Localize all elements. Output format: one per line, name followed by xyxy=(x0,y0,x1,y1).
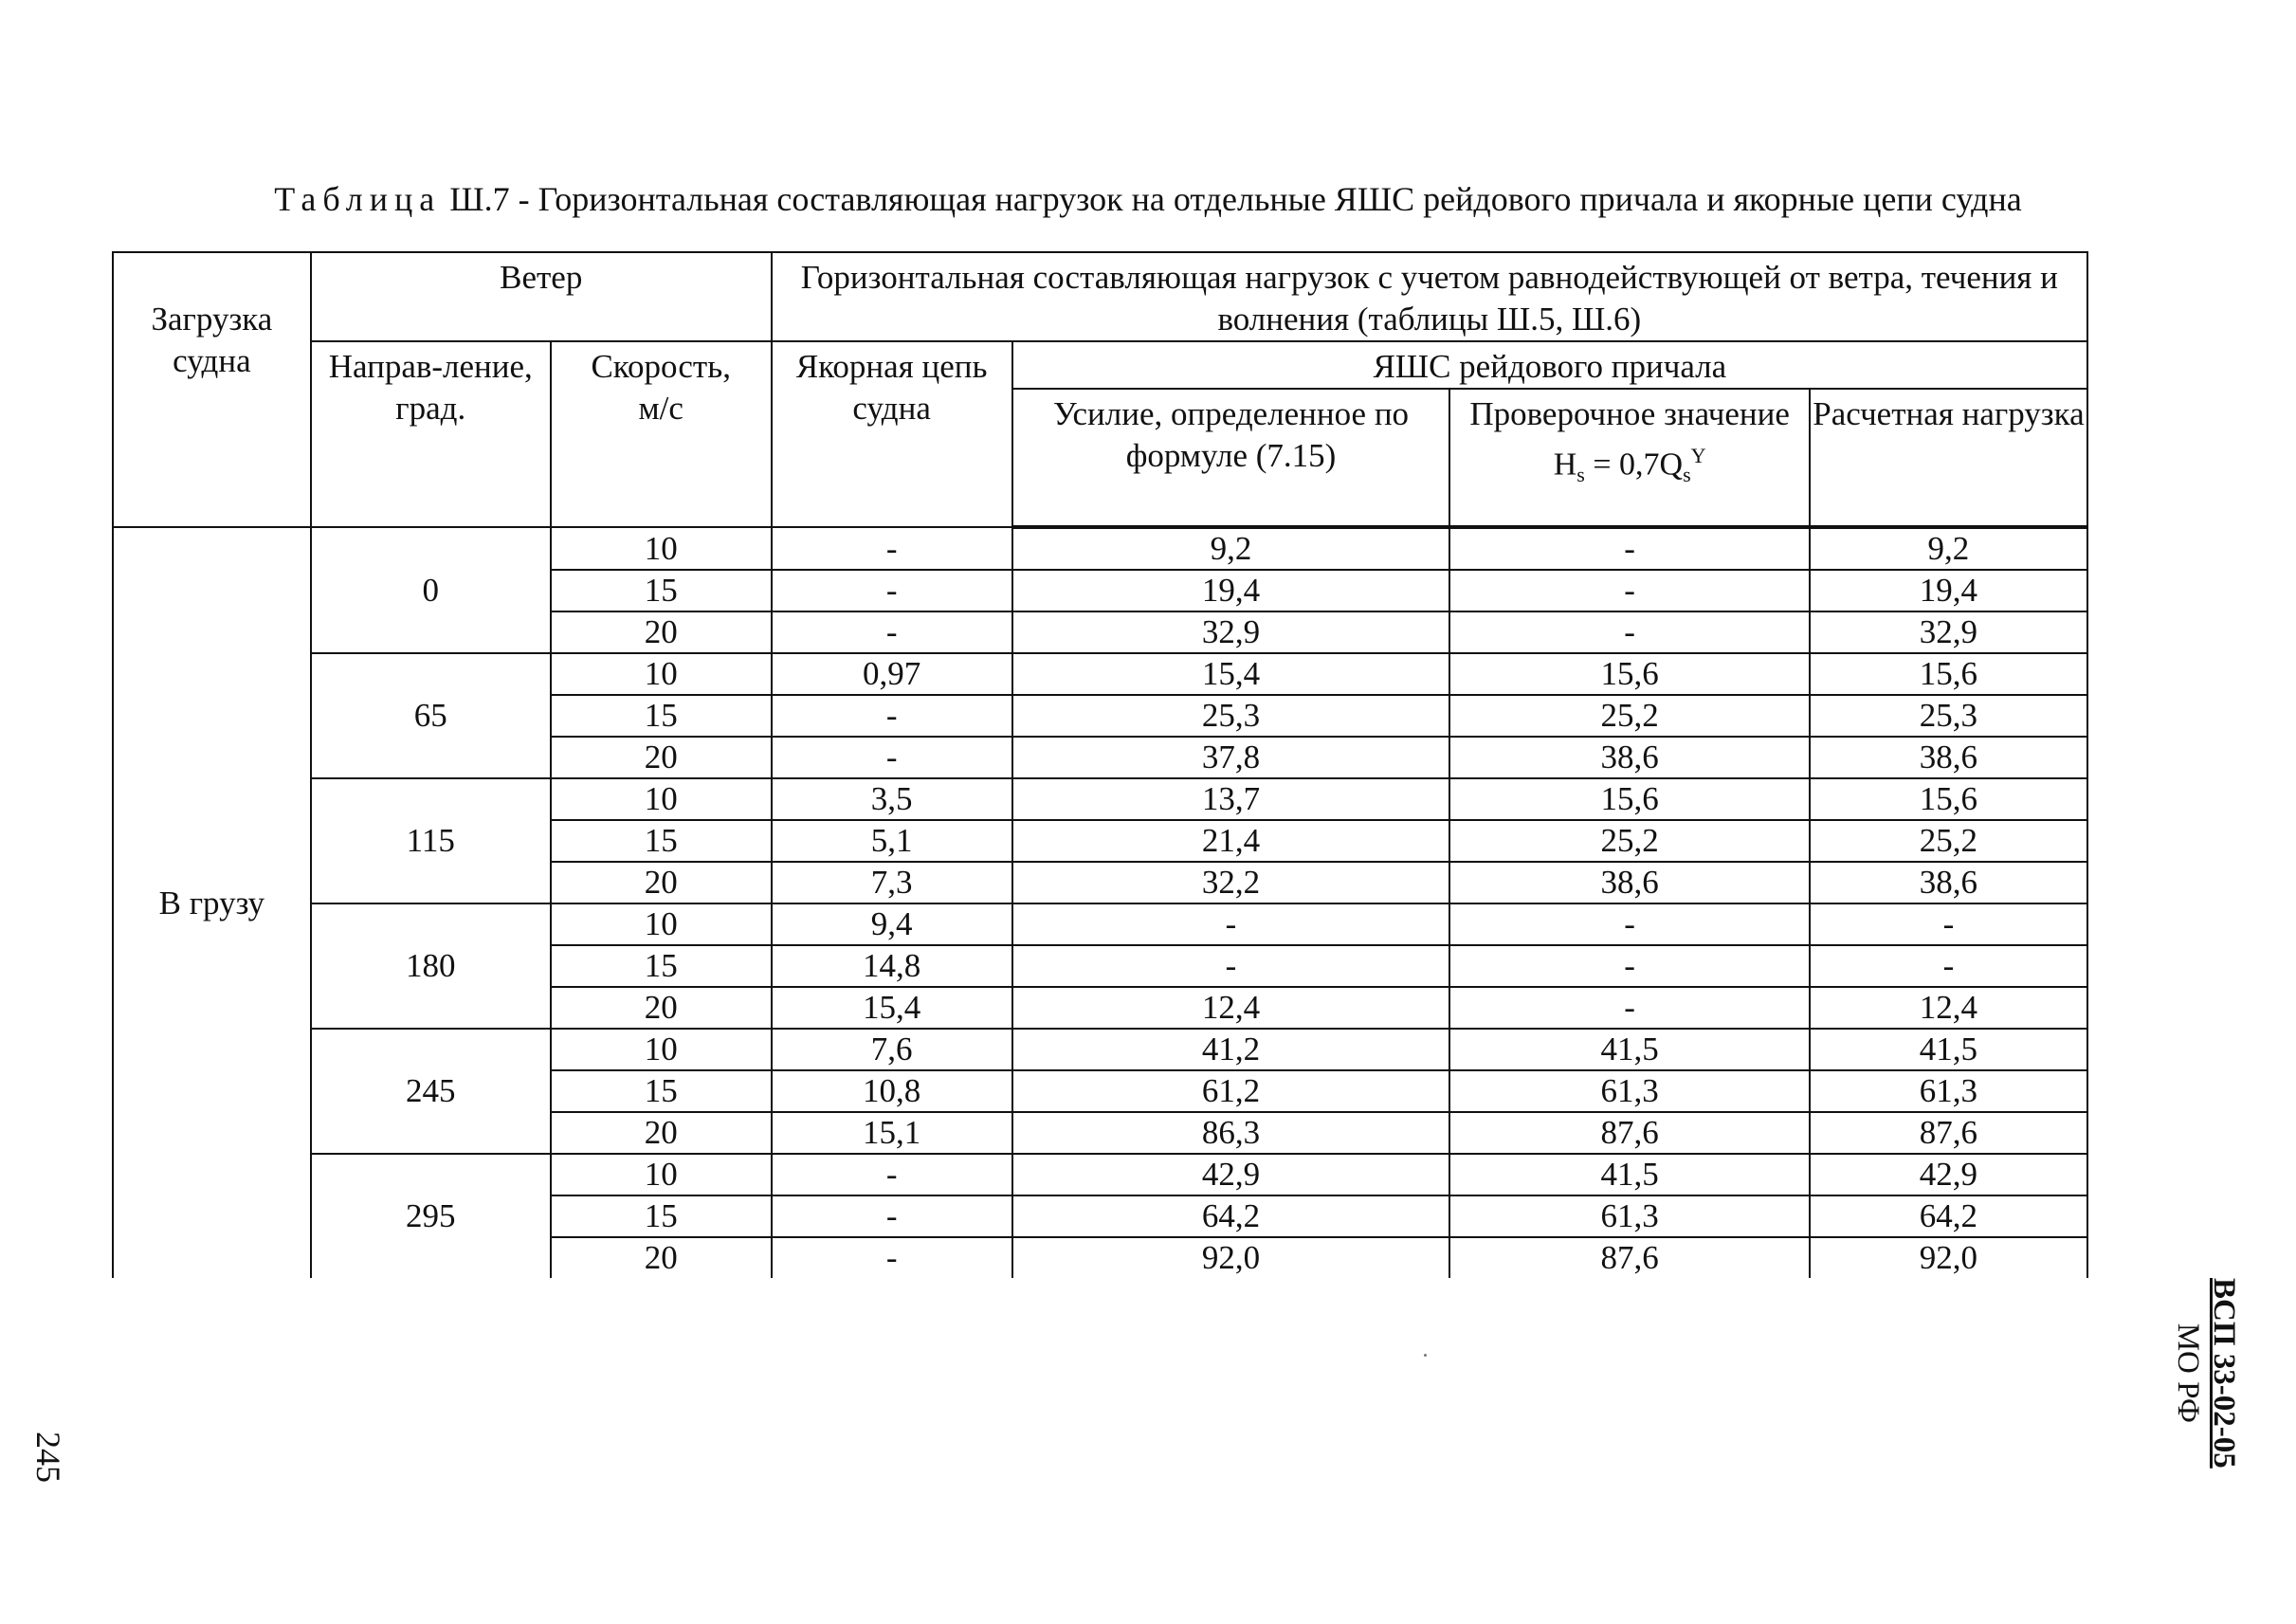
table-body xyxy=(113,527,2087,1278)
force-cell: 32,9 xyxy=(1012,611,1450,653)
force-cell: 37,8 xyxy=(1012,737,1450,778)
check-formula: $H_s = 0,7Q_s^Y$ xyxy=(1553,444,1706,487)
force-cell: 12,4 xyxy=(1012,987,1450,1029)
design-cell: 92,0 xyxy=(1810,1237,2087,1278)
design-cell: - xyxy=(1810,903,2087,945)
design-cell: 19,4 xyxy=(1810,570,2087,611)
force-cell: 15,4 xyxy=(1012,653,1450,695)
header-horizontal: Горизонтальная составляющая нагрузок с учетом равнодействующей от ветра, течения и волнения (таблицы Ш.5, Ш.6) xyxy=(772,252,2087,341)
table-row xyxy=(113,903,2087,945)
check-cell: 61,3 xyxy=(1449,1195,1809,1237)
design-cell: 12,4 xyxy=(1810,987,2087,1029)
header-direction-label: Направ-ление, xyxy=(328,348,533,385)
design-cell: 15,6 xyxy=(1810,778,2087,820)
speed-cell: 20 xyxy=(551,987,772,1029)
speed-cell: 20 xyxy=(551,737,772,778)
header-speed-label: Скорость, xyxy=(591,348,731,385)
design-cell: 87,6 xyxy=(1810,1112,2087,1154)
header-direction-unit: град. xyxy=(395,390,466,427)
table-caption xyxy=(0,178,2296,220)
direction-cell: 65 xyxy=(311,653,551,778)
chain-cell: - xyxy=(772,611,1012,653)
doc-code-org: МО РФ xyxy=(2171,1323,2205,1424)
table-row xyxy=(113,778,2087,820)
chain-cell: 7,6 xyxy=(772,1029,1012,1070)
speed-cell: 15 xyxy=(551,1070,772,1112)
check-cell: - xyxy=(1449,945,1809,987)
chain-cell: - xyxy=(772,1154,1012,1195)
table-row xyxy=(113,653,2087,695)
caption-number: Ш.7 - xyxy=(441,180,538,218)
header-speed-unit: м/с xyxy=(638,390,683,427)
speed-cell: 15 xyxy=(551,570,772,611)
force-cell: 42,9 xyxy=(1012,1154,1450,1195)
design-cell: 9,2 xyxy=(1810,527,2087,570)
doc-code xyxy=(2170,1278,2242,1469)
direction-cell: 245 xyxy=(311,1029,551,1154)
table-row xyxy=(113,1154,2087,1195)
design-cell: 61,3 xyxy=(1810,1070,2087,1112)
chain-cell: 15,1 xyxy=(772,1112,1012,1154)
speed-cell: 10 xyxy=(551,653,772,695)
doc-code-number: ВСП 33-02-05 xyxy=(2207,1278,2241,1469)
header-anchor-chain: Якорная цепь судна xyxy=(772,341,1012,527)
design-cell: 38,6 xyxy=(1810,862,2087,903)
speed-cell: 15 xyxy=(551,1195,772,1237)
header-yashs: ЯШС рейдового причала xyxy=(1012,341,2087,389)
speed-cell: 15 xyxy=(551,945,772,987)
check-cell: 15,6 xyxy=(1449,653,1809,695)
load-table xyxy=(112,251,2088,1278)
chain-cell: 7,3 xyxy=(772,862,1012,903)
speed-cell: 15 xyxy=(551,695,772,737)
speed-cell: 20 xyxy=(551,1112,772,1154)
force-cell: 64,2 xyxy=(1012,1195,1450,1237)
force-cell: 25,3 xyxy=(1012,695,1450,737)
speed-cell: 10 xyxy=(551,1029,772,1070)
check-cell: - xyxy=(1449,570,1809,611)
force-cell: 21,4 xyxy=(1012,820,1450,862)
speed-cell: 20 xyxy=(551,611,772,653)
header-check xyxy=(1449,389,1809,527)
speed-cell: 15 xyxy=(551,820,772,862)
table-row xyxy=(113,1029,2087,1070)
scan-dot xyxy=(1424,1354,1427,1357)
table-header xyxy=(113,252,2087,527)
design-cell: 41,5 xyxy=(1810,1029,2087,1070)
design-cell: 38,6 xyxy=(1810,737,2087,778)
force-cell: - xyxy=(1012,903,1450,945)
check-cell: - xyxy=(1449,527,1809,570)
speed-cell: 10 xyxy=(551,903,772,945)
chain-cell: - xyxy=(772,527,1012,570)
speed-cell: 10 xyxy=(551,1154,772,1195)
check-cell: 38,6 xyxy=(1449,862,1809,903)
check-cell: - xyxy=(1449,987,1809,1029)
header-check-label: Проверочное значение xyxy=(1469,395,1790,432)
header-wind: Ветер xyxy=(311,252,772,341)
chain-cell: 5,1 xyxy=(772,820,1012,862)
chain-cell: 14,8 xyxy=(772,945,1012,987)
force-cell: 92,0 xyxy=(1012,1237,1450,1278)
caption-prefix: Таблица xyxy=(274,180,442,218)
check-cell: 41,5 xyxy=(1449,1154,1809,1195)
chain-cell: - xyxy=(772,737,1012,778)
design-cell: 64,2 xyxy=(1810,1195,2087,1237)
header-speed xyxy=(551,341,772,527)
direction-cell: 115 xyxy=(311,778,551,903)
chain-cell: - xyxy=(772,695,1012,737)
check-cell: 38,6 xyxy=(1449,737,1809,778)
force-cell: 41,2 xyxy=(1012,1029,1450,1070)
caption-text: Горизонтальная составляющая нагрузок на отдельные ЯШС рейдового причала и якорные цепи судна xyxy=(538,180,2022,218)
check-cell: 25,2 xyxy=(1449,695,1809,737)
load-cell: В грузу xyxy=(113,527,311,1278)
design-cell: 42,9 xyxy=(1810,1154,2087,1195)
chain-cell: 9,4 xyxy=(772,903,1012,945)
design-cell: 25,3 xyxy=(1810,695,2087,737)
page-number: 245 xyxy=(29,1432,67,1483)
force-cell: - xyxy=(1012,945,1450,987)
check-cell: - xyxy=(1449,903,1809,945)
chain-cell: 0,97 xyxy=(772,653,1012,695)
direction-cell: 180 xyxy=(311,903,551,1029)
speed-cell: 10 xyxy=(551,778,772,820)
chain-cell: - xyxy=(772,570,1012,611)
header-direction xyxy=(311,341,551,527)
force-cell: 86,3 xyxy=(1012,1112,1450,1154)
speed-cell: 10 xyxy=(551,527,772,570)
design-cell: 25,2 xyxy=(1810,820,2087,862)
design-cell: 32,9 xyxy=(1810,611,2087,653)
force-cell: 9,2 xyxy=(1012,527,1450,570)
header-load: Загрузка судна xyxy=(113,252,311,527)
force-cell: 32,2 xyxy=(1012,862,1450,903)
check-cell: 87,6 xyxy=(1449,1112,1809,1154)
chain-cell: - xyxy=(772,1195,1012,1237)
design-cell: - xyxy=(1810,945,2087,987)
check-cell: 15,6 xyxy=(1449,778,1809,820)
check-cell: 25,2 xyxy=(1449,820,1809,862)
header-design-load: Расчетная нагрузка xyxy=(1810,389,2087,527)
force-cell: 61,2 xyxy=(1012,1070,1450,1112)
speed-cell: 20 xyxy=(551,862,772,903)
check-cell: - xyxy=(1449,611,1809,653)
table-row xyxy=(113,527,2087,570)
speed-cell: 20 xyxy=(551,1237,772,1278)
direction-cell: 295 xyxy=(311,1154,551,1278)
check-cell: 87,6 xyxy=(1449,1237,1809,1278)
chain-cell: - xyxy=(772,1237,1012,1278)
header-force: Усилие, определенное по формуле (7.15) xyxy=(1012,389,1450,527)
check-cell: 61,3 xyxy=(1449,1070,1809,1112)
design-cell: 15,6 xyxy=(1810,653,2087,695)
force-cell: 13,7 xyxy=(1012,778,1450,820)
chain-cell: 15,4 xyxy=(772,987,1012,1029)
chain-cell: 10,8 xyxy=(772,1070,1012,1112)
chain-cell: 3,5 xyxy=(772,778,1012,820)
direction-cell: 0 xyxy=(311,527,551,653)
force-cell: 19,4 xyxy=(1012,570,1450,611)
check-cell: 41,5 xyxy=(1449,1029,1809,1070)
